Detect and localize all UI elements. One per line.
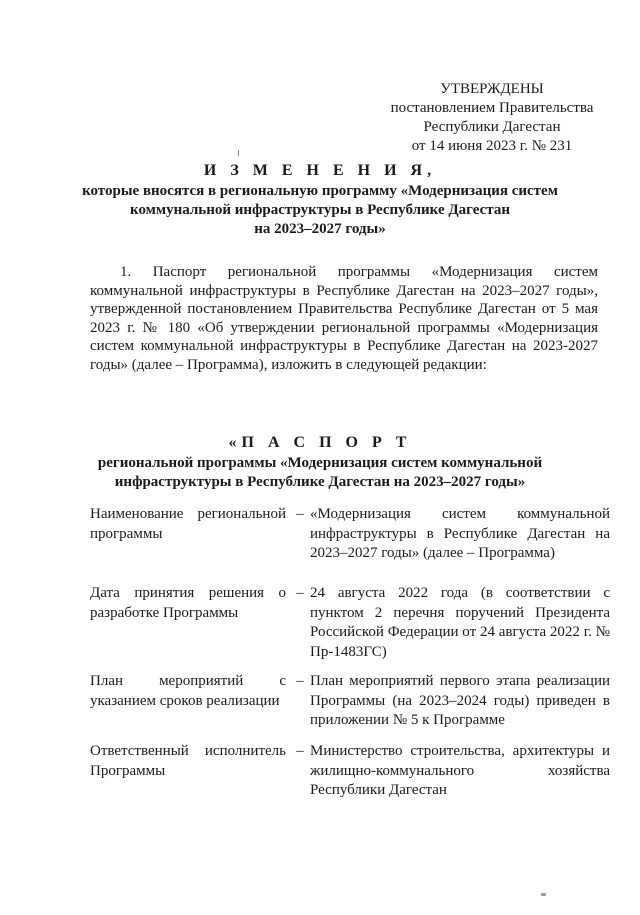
scan-mark xyxy=(541,893,546,896)
row-label: Наименование региональной программы xyxy=(90,506,286,542)
changes-subtitle-1: которые вносятся в региональную программу «Модернизация систем xyxy=(82,183,558,199)
changes-heading xyxy=(60,160,580,239)
row-label: План мероприятий с указанием сроков реализации xyxy=(90,673,286,709)
changes-subtitle-2: коммунальной инфраструктуры в Республике Дагестан xyxy=(130,202,510,218)
row-value: 24 августа 2022 года (в соответствии с пунктом 2 перечня поручений Президента Российской Федерации от 24 августа 2022 г. № Пр-1483ГС) xyxy=(310,585,610,660)
row-label: Ответственный исполнитель Программы xyxy=(90,743,286,779)
row-value: «Модернизация систем коммунальной инфраструктуры в Республике Дагестан на 2023–2027 годы» (далее – Программа) xyxy=(310,506,610,561)
scan-mark xyxy=(238,150,239,156)
passport-heading xyxy=(60,432,580,492)
body-paragraph xyxy=(90,263,598,374)
row-dash: – xyxy=(296,506,304,522)
passport-subtitle-2: инфраструктуры в Республике Дагестан на 2023–2027 годы» xyxy=(114,474,526,490)
row-value: Министерство строительства, архитектуры и жилищно-коммунального хозяйства Республики Дагестан xyxy=(310,743,610,798)
row-dash: – xyxy=(296,743,304,759)
row-label: Дата принятия решения о разработке Программы xyxy=(90,585,286,621)
approval-line-2: постановлением Правительства xyxy=(390,100,594,116)
approval-line-1: УТВЕРЖДЕНЫ xyxy=(440,81,544,97)
approval-line-3: Республики Дагестан xyxy=(423,119,561,135)
changes-title: И З М Е Н Е Н И Я, xyxy=(203,162,437,179)
changes-subtitle-3: на 2023–2027 годы» xyxy=(254,221,386,237)
row-dash: – xyxy=(296,585,304,601)
passport-subtitle-1: региональной программы «Модернизация систем коммунальной xyxy=(97,455,543,471)
row-value: План мероприятий первого этапа реализации Программы (на 2023–2024 годы) приведен в приложении № 5 к Программе xyxy=(310,673,610,728)
passport-title: «П А С П О Р Т xyxy=(228,434,412,451)
approval-line-4: от 14 июня 2023 г. № 231 xyxy=(411,138,573,154)
paragraph-text: 1. Паспорт региональной программы «Модернизация систем коммунальной инфраструктуры в Республике Дагестан на 2023–2027 годы», утвержденной постановлением Правительства Республике Дагестан от 5 мая 2023 г. № 180 «Об утверждении региональной программы «Модернизация систем коммунальной инфраструктуры в Республике Дагестан на 2023-2027 годы» (далее – Программа), изложить в следующей редакции: xyxy=(90,264,598,373)
approval-stamp xyxy=(372,80,612,156)
row-dash: – xyxy=(296,673,304,689)
